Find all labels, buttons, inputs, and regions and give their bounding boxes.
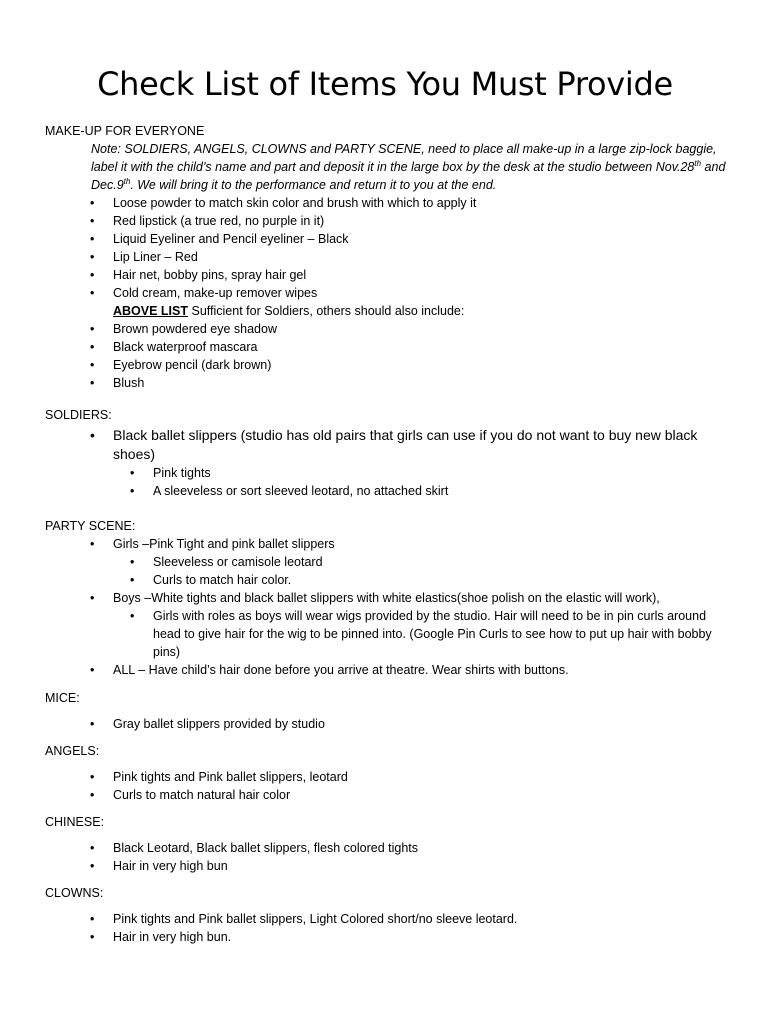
- list-item: • Curls to match natural hair color: [45, 786, 735, 804]
- above-list-text: Sufficient for Soldiers, others should also include:: [188, 304, 465, 318]
- soldiers-list: [45, 426, 735, 500]
- list-item: • Boys –White tights and black ballet slippers with white elastics(shoe polish on the elastic will work),: [45, 589, 735, 607]
- list-item: • Black Leotard, Black ballet slippers, flesh colored tights: [45, 839, 735, 857]
- list-item: • Blush: [45, 374, 735, 392]
- list-item: • Black ballet slippers (studio has old pairs that girls can use if you do not want to buy new black shoes): [45, 426, 735, 464]
- clowns-heading: CLOWNS:: [45, 886, 104, 900]
- angels-heading: ANGELS:: [45, 744, 100, 758]
- clowns-section: [45, 884, 735, 946]
- mice-heading: MICE:: [45, 691, 80, 705]
- list-item: • Red lipstick (a true red, no purple in it): [45, 212, 735, 230]
- makeup-heading: MAKE-UP FOR EVERYONE: [45, 124, 205, 138]
- above-list-label: ABOVE LIST: [113, 304, 189, 318]
- list-item: • Brown powdered eye shadow: [45, 320, 735, 338]
- makeup-list: [45, 194, 735, 302]
- chinese-section: [45, 813, 735, 875]
- note-sup-2: th: [123, 176, 131, 186]
- mice-section: [45, 689, 735, 733]
- list-item: • Sleeveless or camisole leotard: [45, 553, 735, 571]
- list-item: • Pink tights and Pink ballet slippers, Light Colored short/no sleeve leotard.: [45, 910, 735, 928]
- makeup-note: [91, 140, 735, 194]
- mice-list: [45, 715, 735, 733]
- note-text-3: . We will bring it to the performance and return it to you at the end.: [130, 178, 497, 192]
- list-item: • Cold cream, make-up remover wipes: [45, 284, 735, 302]
- list-item: • ALL – Have child’s hair done before you arrive at theatre. Wear shirts with buttons.: [45, 661, 735, 679]
- list-item: • Girls –Pink Tight and pink ballet slippers: [45, 535, 735, 553]
- list-item: • Pink tights and Pink ballet slippers, leotard: [45, 768, 735, 786]
- list-item: • Liquid Eyeliner and Pencil eyeliner – Black: [45, 230, 735, 248]
- angels-list: [45, 768, 735, 804]
- list-item: • Loose powder to match skin color and brush with which to apply it: [45, 194, 735, 212]
- list-item: • Black waterproof mascara: [45, 338, 735, 356]
- chinese-heading: CHINESE:: [45, 815, 105, 829]
- page-title: Check List of Items You Must Provide: [97, 65, 673, 103]
- list-item: • Pink tights: [45, 464, 735, 482]
- party-heading: PARTY SCENE:: [45, 519, 136, 533]
- chinese-list: [45, 839, 735, 875]
- list-item: • Hair in very high bun.: [45, 928, 735, 946]
- soldiers-heading: SOLDIERS:: [45, 408, 112, 422]
- list-item: • A sleeveless or sort sleeved leotard, no attached skirt: [45, 482, 735, 500]
- makeup-extra-list: [45, 320, 735, 392]
- list-item: • Hair net, bobby pins, spray hair gel: [45, 266, 735, 284]
- party-section: [45, 517, 735, 679]
- above-list-note: [45, 302, 735, 320]
- note-text-1: Note: SOLDIERS, ANGELS, CLOWNS and PARTY SCENE, need to place all make-up in a large zip-lock baggie, label it with the child’s name and part and deposit it in the large box by the desk at the studio between Nov.28: [91, 142, 717, 174]
- clowns-list: [45, 910, 735, 946]
- party-list: [45, 535, 735, 679]
- soldiers-section: [45, 406, 735, 500]
- list-item: • Lip Liner – Red: [45, 248, 735, 266]
- list-item: • Hair in very high bun: [45, 857, 735, 875]
- list-item: • Curls to match hair color.: [45, 571, 735, 589]
- angels-section: [45, 742, 735, 804]
- list-item: • Gray ballet slippers provided by studio: [45, 715, 735, 733]
- list-item: • Girls with roles as boys will wear wigs provided by the studio. Hair will need to be in pin curls around head to give hair for the wig to be pinned into. (Google Pin Curls to see how to put up hair with bobby pins): [45, 607, 735, 661]
- note-text-2: and Dec.9: [91, 160, 726, 192]
- note-sup-1: th: [694, 158, 702, 168]
- list-item: • Eyebrow pencil (dark brown): [45, 356, 735, 374]
- makeup-section: [45, 122, 735, 392]
